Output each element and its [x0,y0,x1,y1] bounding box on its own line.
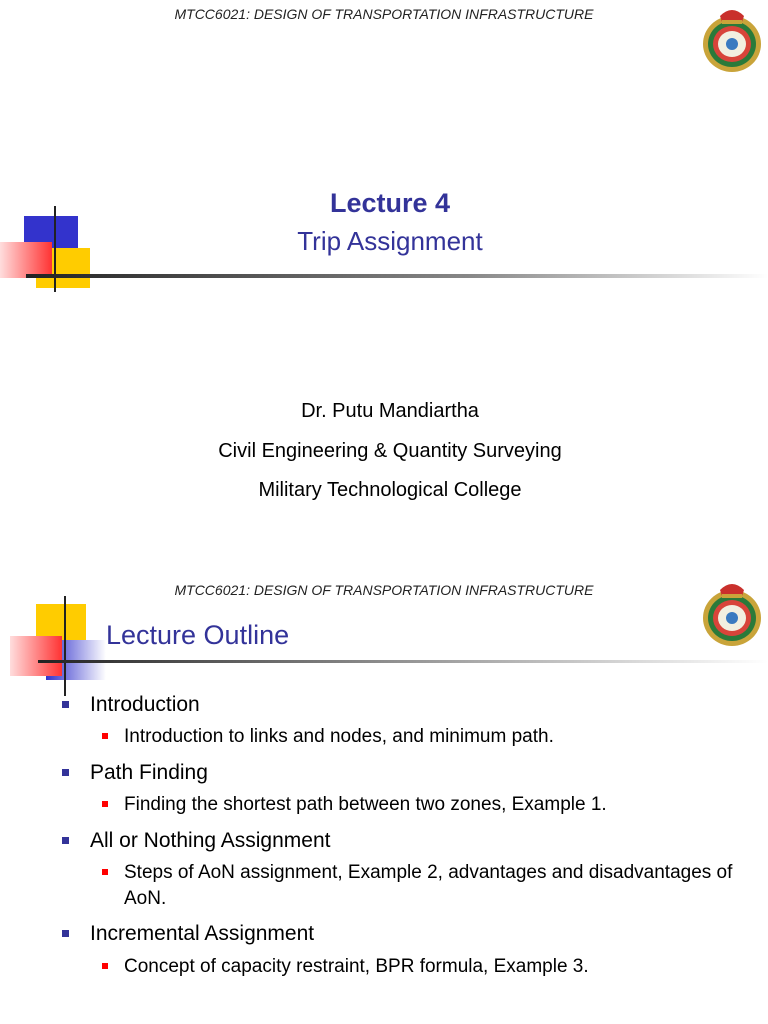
outline-title: Lecture Outline [106,620,290,650]
bullet-square-icon [62,769,69,776]
college-emblem-icon [700,2,764,74]
course-header: MTCC6021: DESIGN OF TRANSPORTATION INFRASTRUCTURE [174,6,594,22]
bullet-square-icon [62,837,69,844]
list-item [90,724,740,750]
institution: Military Technological College [258,479,522,501]
list-item [90,860,740,911]
subtopic-label: Steps of AoN assignment, Example 2, advantages and disadvantages of AoN. [124,862,733,909]
bullet-square-icon [102,801,108,807]
list-item [60,692,740,750]
outline-slide [0,512,768,1024]
subtopic-label: Concept of capacity restraint, BPR formula, Example 3. [124,955,589,977]
bullet-square-icon [102,733,108,739]
list-item [60,760,740,818]
topic-label: All or Nothing Assignment [90,828,331,852]
bullet-square-icon [102,963,108,969]
author-name: Dr. Putu Mandiartha [301,400,479,422]
topic-label: Incremental Assignment [90,922,315,946]
lecture-subtitle: Trip Assignment [297,226,483,256]
subtopic-label: Introduction to links and nodes, and minimum path. [124,726,554,748]
list-item [60,921,740,979]
subtopic-label: Finding the shortest path between two zones, Example 1. [124,794,607,816]
lecture-title: Lecture 4 [329,188,451,218]
list-item [90,954,740,980]
bullet-square-icon [102,869,108,875]
course-header: MTCC6021: DESIGN OF TRANSPORTATION INFRASTRUCTURE [174,582,594,598]
bullet-square-icon [62,701,69,708]
bullet-square-icon [62,930,69,937]
list-item [90,792,740,818]
topic-label: Introduction [90,693,200,716]
list-item [60,828,740,912]
outline-list [60,692,740,979]
department: Civil Engineering & Quantity Surveying [218,440,562,462]
topic-label: Path Finding [90,760,208,784]
